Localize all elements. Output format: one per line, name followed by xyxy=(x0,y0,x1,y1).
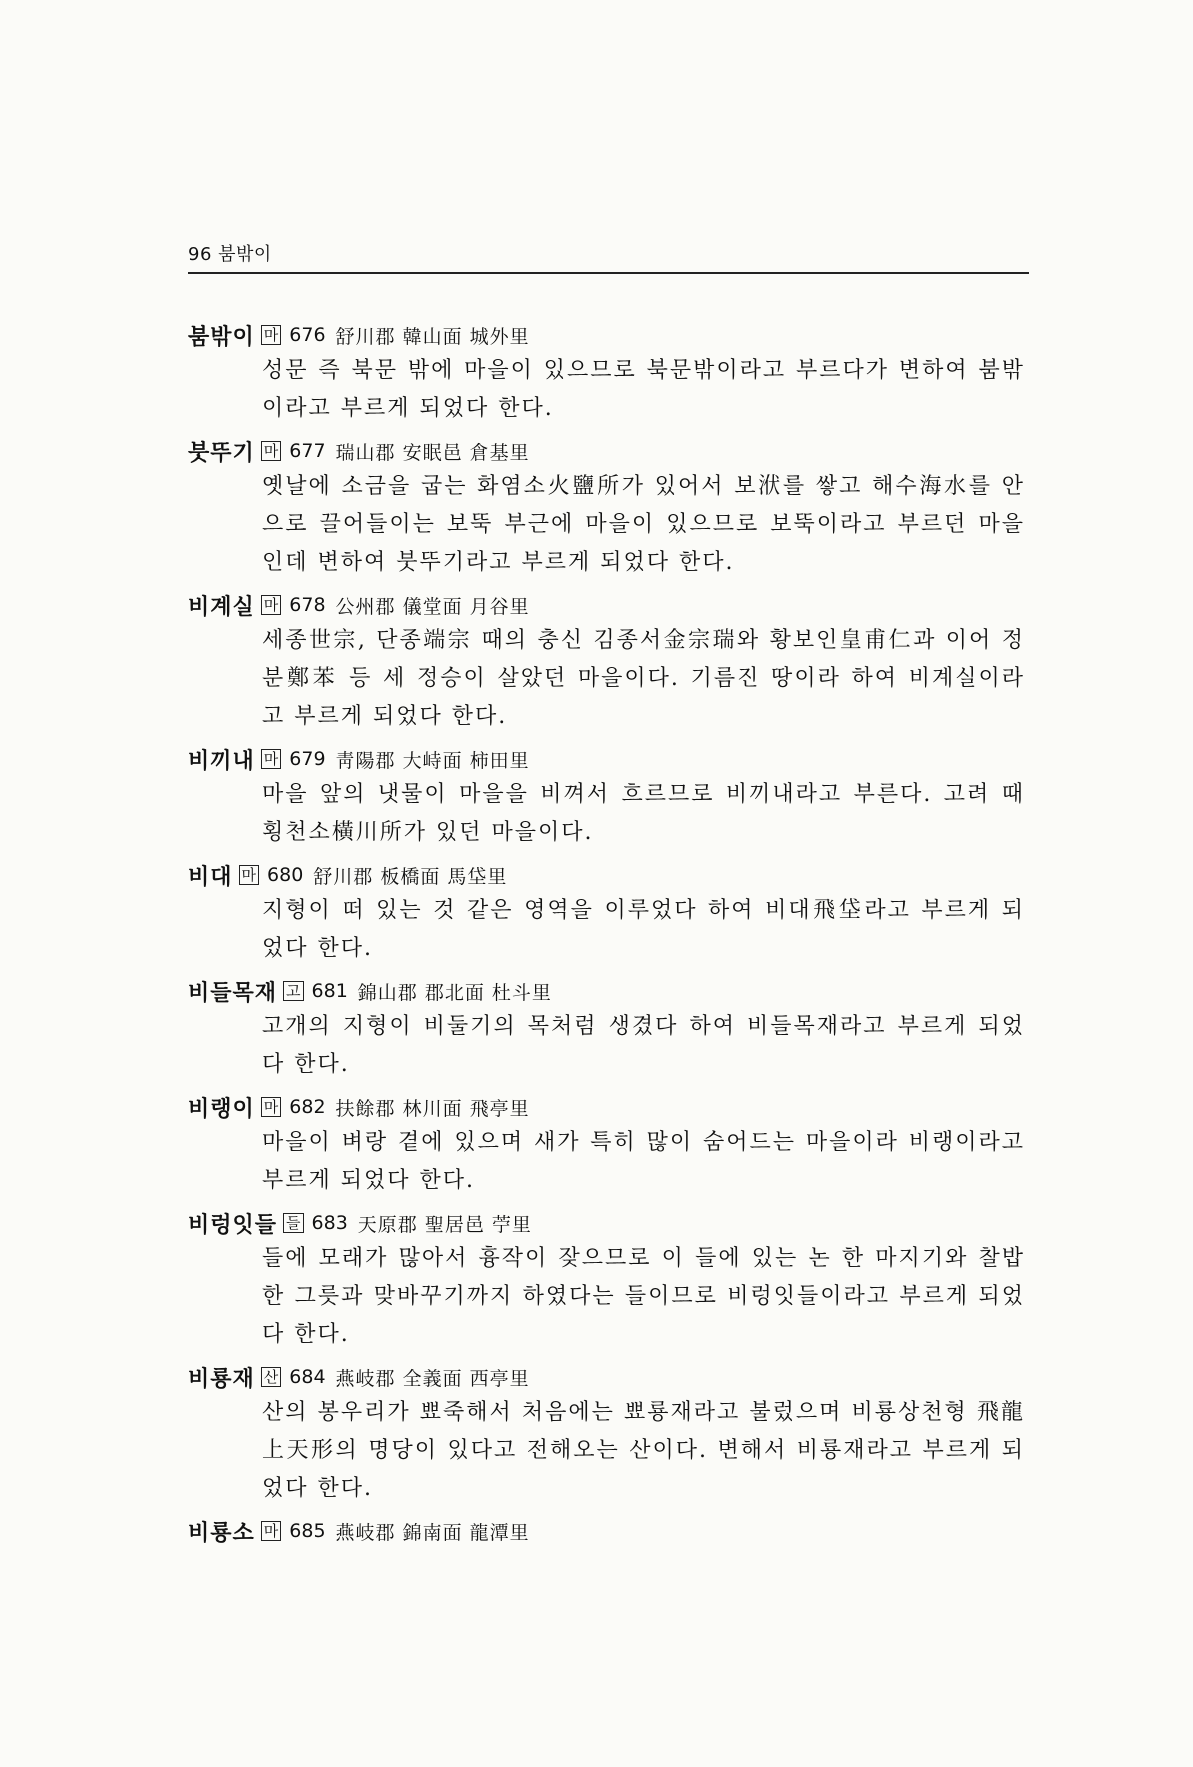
entry xyxy=(188,1514,1029,1548)
entry-head xyxy=(188,742,1029,776)
entry-headword: 붐밖이 xyxy=(188,324,255,350)
entry-category-box: 마 xyxy=(261,595,282,615)
entry-head xyxy=(188,1206,1029,1240)
entry xyxy=(188,1090,1029,1200)
entry-location: 舒川郡 韓山面 城外里 xyxy=(335,325,530,348)
entry-headword: 비룡소 xyxy=(188,1520,255,1546)
entry xyxy=(188,588,1029,736)
entry-location: 燕岐郡 全義面 西亭里 xyxy=(335,1367,530,1390)
entry-location: 靑陽郡 大峙面 柿田里 xyxy=(335,749,530,772)
entry-number: 682 xyxy=(289,1096,326,1118)
entry-head xyxy=(188,318,1029,352)
entry-number: 678 xyxy=(289,594,326,616)
entry-headword: 비랭이 xyxy=(188,1096,255,1122)
entry-number: 677 xyxy=(289,440,326,462)
entry-body: 마을이 벼랑 곁에 있으며 새가 특히 많이 숨어드는 마을이라 비랭이라고 부르게 되었다 한다. xyxy=(262,1130,1025,1193)
running-head: 96 붐밖이 xyxy=(188,244,272,265)
entry xyxy=(188,974,1029,1084)
entry-head xyxy=(188,1360,1029,1394)
entry-category-box: 마 xyxy=(261,325,282,345)
entries xyxy=(188,318,1029,1554)
entry-headword: 비계실 xyxy=(188,594,255,620)
entry-headword: 비끼내 xyxy=(188,748,255,774)
entry-number: 676 xyxy=(289,324,326,346)
entry xyxy=(188,434,1029,582)
entry-location: 公州郡 儀堂面 月谷里 xyxy=(335,595,530,618)
entry-head xyxy=(188,858,1029,892)
entry-number: 680 xyxy=(267,864,304,886)
entry-body: 성문 즉 북문 밖에 마을이 있으므로 북문밖이라고 부르다가 변하여 붐밖이라고 부르게 되었다 한다. xyxy=(262,358,1025,421)
entry xyxy=(188,1206,1029,1354)
entry-headword: 비대 xyxy=(188,864,233,890)
entry-body: 들에 모래가 많아서 흉작이 잦으므로 이 들에 있는 논 한 마지기와 찰밥 한 그릇과 맞바꾸기까지 하였다는 들이므로 비렁잇들이라고 부르게 되었다 한다. xyxy=(262,1246,1025,1347)
entry-location: 燕岐郡 錦南面 龍潭里 xyxy=(335,1521,530,1544)
entry-headword: 비렁잇들 xyxy=(188,1212,278,1238)
entry-number: 683 xyxy=(311,1212,348,1234)
entry-head xyxy=(188,588,1029,622)
entry-body: 마을 앞의 냇물이 마을을 비껴서 흐르므로 비끼내라고 부른다. 고려 때 횡천소橫川所가 있던 마을이다. xyxy=(262,782,1025,845)
entry-head xyxy=(188,1514,1029,1548)
entry-body: 세종世宗, 단종端宗 때의 충신 김종서金宗瑞와 황보인皇甫仁과 이어 정분鄭苯 등 세 정승이 살았던 마을이다. 기름진 땅이라 하여 비계실이라고 부르게 되었다 한다. xyxy=(262,628,1025,729)
entry-category-box: 마 xyxy=(261,749,282,769)
header-rule xyxy=(188,272,1029,274)
entry xyxy=(188,1360,1029,1508)
entry xyxy=(188,742,1029,852)
entry-category-box: 마 xyxy=(261,441,282,461)
entry-head xyxy=(188,974,1029,1008)
entry-body: 옛날에 소금을 굽는 화염소火鹽所가 있어서 보洑를 쌓고 해수海水를 안으로 끌어들이는 보뚝 부근에 마을이 있으므로 보뚝이라고 부르던 마을인데 변하여 붓뚜기라고 부르게 되었다 한다. xyxy=(262,474,1025,575)
entry-category-box: 마 xyxy=(261,1521,282,1541)
entry-location: 瑞山郡 安眠邑 倉基里 xyxy=(335,441,530,464)
entry-number: 685 xyxy=(289,1520,326,1542)
entry-headword: 비룡재 xyxy=(188,1366,255,1392)
entry-body: 고개의 지형이 비둘기의 목처럼 생겼다 하여 비들목재라고 부르게 되었다 한다. xyxy=(262,1014,1025,1077)
entry xyxy=(188,858,1029,968)
entry xyxy=(188,318,1029,428)
entry-head xyxy=(188,1090,1029,1124)
entry-category-box: 고 xyxy=(283,981,304,1001)
entry-location: 天原郡 聖居邑 苧里 xyxy=(357,1213,532,1236)
entry-headword: 비들목재 xyxy=(188,980,278,1006)
entry-number: 679 xyxy=(289,748,326,770)
entry-body: 산의 봉우리가 뾰죽해서 처음에는 뾰룡재라고 불렀으며 비룡상천형 飛龍上天形의 명당이 있다고 전해오는 산이다. 변해서 비룡재라고 부르게 되었다 한다. xyxy=(262,1400,1025,1501)
entry-category-box: 들 xyxy=(283,1213,304,1233)
entry-category-box: 마 xyxy=(239,865,260,885)
entry-location: 錦山郡 郡北面 杜斗里 xyxy=(357,981,552,1004)
entry-category-box: 산 xyxy=(261,1367,282,1387)
entry-body: 지형이 떠 있는 것 같은 영역을 이루었다 하여 비대飛垈라고 부르게 되었다 한다. xyxy=(262,898,1025,961)
entry-location: 舒川郡 板橋面 馬垈里 xyxy=(313,865,508,888)
entry-location: 扶餘郡 林川面 飛亭里 xyxy=(335,1097,530,1120)
entry-headword: 붓뚜기 xyxy=(188,440,255,466)
entry-number: 684 xyxy=(289,1366,326,1388)
entry-head xyxy=(188,434,1029,468)
entry-number: 681 xyxy=(311,980,348,1002)
entry-category-box: 마 xyxy=(261,1097,282,1117)
